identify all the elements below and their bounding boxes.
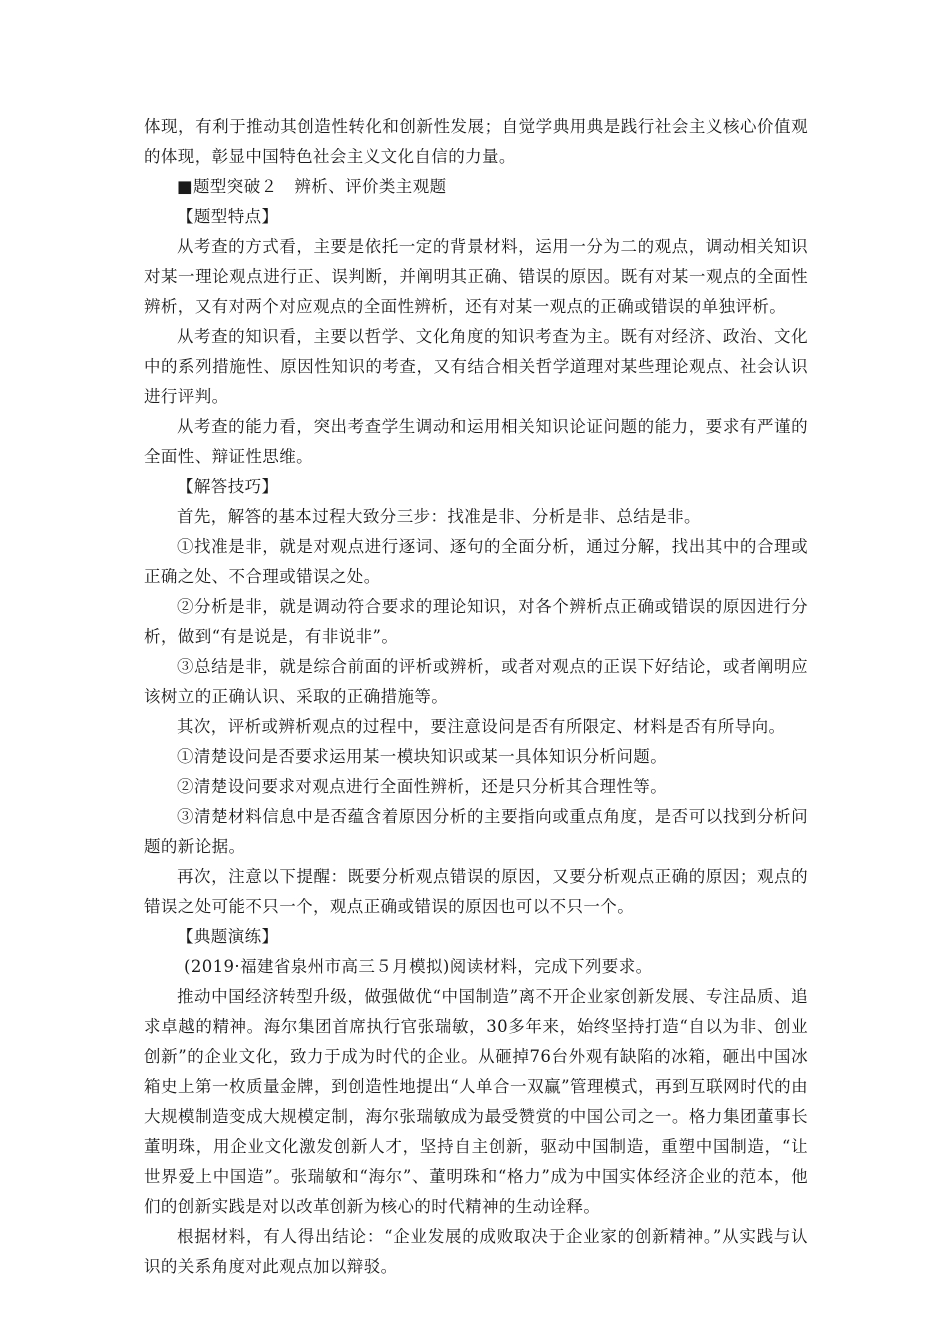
paragraph-exam-knowledge: 从考查的知识看，主要以哲学、文化角度的知识考查为主。既有对经济、政治、文化中的系列措施性、原因性知识的考查，又有结合相关哲学道理对某些理论观点、社会认识进行评判。 — [144, 327, 808, 406]
list-item-clear-material-info: ③清楚材料信息中是否蕴含着原因分析的主要指向或重点角度，是否可以找到分析问题的新论据。 — [144, 807, 808, 856]
paragraph-exam-ability: 从考查的能力看，突出考查学生调动和运用相关知识论证问题的能力，要求有严谨的全面性、辩证性思维。 — [144, 417, 808, 466]
subheading-question-features: 【题型特点】 — [177, 207, 279, 226]
subheading-example-practice: 【典题演练】 — [177, 927, 279, 946]
list-item-analyze-right-wrong: ②分析是非，就是调动符合要求的理论知识，对各个辨析点正确或错误的原因进行分析，做到“有是说是，有非说非”。 — [144, 597, 808, 646]
paragraph-intro-continuation: 体现，有利于推动其创造性转化和创新性发展；自觉学典用典是践行社会主义核心价值观的体现，彰显中国特色社会主义文化自信的力量。 — [144, 117, 808, 166]
question-source: (2019·福建省泉州市高三５月模拟)阅读材料，完成下列要求。 — [184, 957, 653, 976]
paragraph-second: 其次，评析或辨析观点的过程中，要注意设问是否有所限定、材料是否有所导向。 — [177, 717, 786, 736]
paragraph-third-reminder: 再次，注意以下提醒：既要分析观点错误的原因，又要分析观点正确的原因；观点的错误之处可能不只一个，观点正确或错误的原因也可以不只一个。 — [144, 867, 808, 916]
paragraph-first-steps: 首先，解答的基本过程大致分三步：找准是非、分析是非、总结是非。 — [177, 507, 701, 526]
paragraph-exam-method: 从考查的方式看，主要是依托一定的背景材料，运用一分为二的观点，调动相关知识对某一理论观点进行正、误判断，并阐明其正确、错误的原因。既有对某一观点的全面性辨析，又有对两个对应观点的全面性辨析，还有对某一观点的正确或错误的单独评析。 — [144, 237, 808, 316]
list-item-summarize-right-wrong: ③总结是非，就是综合前面的评析或辨析，或者对观点的正误下好结论，或者阐明应该树立的正确认识、采取的正确措施等。 — [144, 657, 808, 706]
paragraph-material: 推动中国经济转型升级，做强做优“中国制造”离不开企业家创新发展、专注品质、追求卓越的精神。海尔集团首席执行官张瑞敏，30多年来，始终坚持打造“自以为非、创业创新”的企业文化，致力于成为时代的企业。从砸掉76台外观有缺陷的冰箱，砸出中国冰箱史上第一枚质量金牌，到创造性地提出“人单合一双赢”管理模式，再到互联网时代的由大规模制造变成大规模定制，海尔张瑞敏成为最受赞赏的中国公司之一。格力集团董事长董明珠，用企业文化激发创新人才，坚持自主创新，驱动中国制造，重塑中国制造，“让世界爱上中国造”。张瑞敏和“海尔”、董明珠和“格力”成为中国实体经济企业的范本，他们的创新实践是对以改革创新为核心的时代精神的生动诠释。 — [144, 987, 808, 1216]
list-item-clear-question-scope: ②清楚设问要求对观点进行全面性辨析，还是只分析其合理性等。 — [177, 777, 668, 796]
list-item-find-right-wrong: ①找准是非，就是对观点进行逐词、逐句的全面分析，通过分解，找出其中的合理或正确之处、不合理或错误之处。 — [144, 537, 808, 586]
subheading-answer-tips: 【解答技巧】 — [177, 477, 279, 496]
document-page — [144, 112, 808, 1282]
list-item-clear-question-module: ①清楚设问是否要求运用某一模块知识或某一具体知识分析问题。 — [177, 747, 668, 766]
section-heading-type-breakthrough: ■题型突破２ 辨析、评价类主观题 — [177, 177, 447, 196]
paragraph-question-prompt: 根据材料，有人得出结论：“企业发展的成败取决于企业家的创新精神。”从实践与认识的关系角度对此观点加以辩驳。 — [144, 1227, 808, 1276]
